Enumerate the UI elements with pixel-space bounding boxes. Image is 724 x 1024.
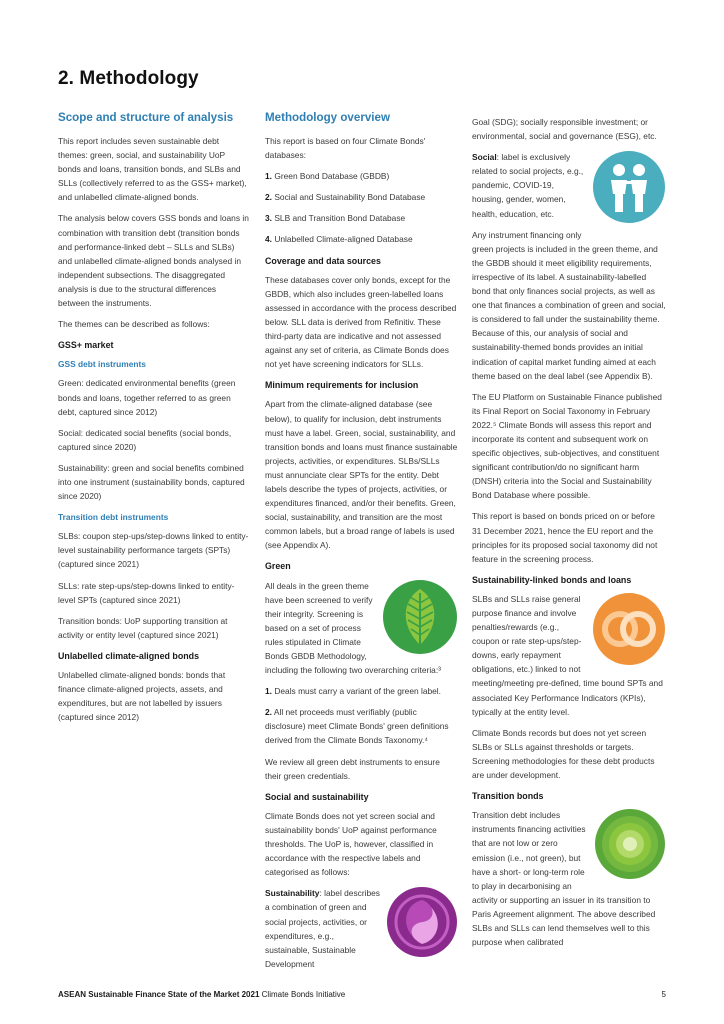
column-themes <box>472 115 666 956</box>
sll-definition: SLLs: rate step-ups/step-downs linked to entity-level SPTs (captured since 2021) <box>58 580 235 605</box>
transition-bonds-heading: Transition bonds <box>472 791 544 802</box>
social-sustainability-text: Climate Bonds does not yet screen social and sustainability bonds' UoP against performance thresholds. The UoP is, however, classified in accordance with the respective labels and categorised as follows: <box>265 810 437 878</box>
footer-brand: ASEAN Sustainable Finance State of the Market 2021 <box>58 990 260 999</box>
unlabelled-heading: Unlabelled climate-aligned bonds <box>58 650 200 661</box>
transition-text: Transition debt includes instruments financing activities that are not low or zero emission (i.e., not green), but have a short- or long-term role to play in decarbonising an activity or supporting an issuer in its transition to Paris Agreement alignment. The above described SLBs and SLLs can lend themselves well to this purpose when calibrated <box>472 810 656 948</box>
unlabelled-definition: Unlabelled climate-aligned bonds: bonds that finance climate-aligned projects, assets, and expenditures, but are not labelled by issuers (captured since 2012) <box>58 670 226 723</box>
green-definition: Green: dedicated environmental benefits (green bonds and loans, together referred to as green debt, captured since 2012) <box>58 378 236 417</box>
database-item-1: 1. Green Bond Database (GBDB) <box>265 171 390 182</box>
instrument-text: Any instrument financing only green projects is included in the green theme, and the GBDB should it meet eligibility requirements, irrespective of its label. A sustainability-labelled bond that only finances social projects, as well as one that finances a combination of green and social, is considered to fall under the sustainability theme. Because of this, our analysis of social and sustainability-themed bonds provides an initial indication of capital market funding aimed at each theme based on the deal label (see Appendix B). <box>472 229 666 381</box>
footer <box>58 990 666 999</box>
minimum-requirements-text: Apart from the climate-aligned database (see below), to qualify for inclusion, debt instruments must have a label. Green, social, sustainability, and transition bonds and loans must finance sustainable projects, activities, or expenditures. SLBs/SLLs must annunciate clear SPTs for the entity. Debt labels describe the types of projects, activities, or expenditures financed, and/or their benefits. Green, social, sustainability, and transition are the most common labels, but a broad range of labels is used (see Appendix A). <box>265 399 458 551</box>
concentric-circles-icon <box>594 808 666 880</box>
criterion-2: 2. All net proceeds must verifiably (public disclosure) meet Climate Bonds' green definitions derived from the Climate Bonds Taxonomy.⁴ <box>265 707 449 746</box>
green-text: All deals in the green theme have been screened to verify their integrity. Screening is based on a set of process rules stipulated in Climate Bonds GBDB Methodology, including the following two overarching criteria:³ <box>265 580 441 676</box>
database-item-4: 4. Unlabelled Climate-aligned Database <box>265 234 413 245</box>
methodology-heading: Methodology overview <box>265 111 390 124</box>
coverage-text: These databases cover only bonds, except for the GBDB, which also includes green-labelled loans assessed in accordance with the process described below. SLL data is derived from Refinitiv. These third-party data are indicative and not assessed against any set of criteria, as Climate Bonds does not yet have screening indicators for SLLs. <box>265 274 457 370</box>
continued-text: Goal (SDG); socially responsible investment; or environmental, social and governance (ESG), etc. <box>472 117 657 142</box>
social-sustainability-heading: Social and sustainability <box>265 791 369 802</box>
minimum-requirements-heading: Minimum requirements for inclusion <box>265 380 419 391</box>
social-definition: Social: dedicated social benefits (social bonds, captured since 2020) <box>58 427 232 452</box>
slb-heading: Sustainability-linked bonds and loans <box>472 574 632 585</box>
methodology-intro: This report is based on four Climate Bonds' databases: <box>265 136 426 161</box>
page-title: 2. Methodology <box>58 68 199 89</box>
records-text: Climate Bonds records but does not yet screen SLBs or SLLs against thresholds or targets. Screening methodologies for these debt products are under development. <box>472 727 655 781</box>
transition-bond-definition: Transition bonds: UoP supporting transition at activity or entity level (captured since 2021) <box>58 615 228 640</box>
linked-rings-icon <box>592 592 666 666</box>
database-item-3: 3. SLB and Transition Bond Database <box>265 213 406 224</box>
scope-paragraph-2: The analysis below covers GSS bonds and loans in combination with transition debt (transition bonds and performance-linked debt – SLLs and SLBs) and unlabelled climate-aligned bonds analysed in independent subsections. The disaggregated analysis is due to the structural differences between the instruments. <box>58 213 249 309</box>
gss-market-heading: GSS+ market <box>58 340 114 351</box>
column-methodology <box>265 110 458 978</box>
slb-definition: SLBs: coupon step-ups/step-downs linked to entity-level sustainability performance targets (SPTs) (captured since 2021) <box>58 531 249 570</box>
sustainability-icon <box>386 886 458 958</box>
slb-text: SLBs and SLLs raise general purpose finance and involve penalties/rewards (e.g., coupon or rate step-ups/step-downs, early repayment obligations, etc.) linked to not meeting/meeting pre-defined, time bound SPTs and associated Key Performance Indicators (KPIs), typically at the entity level. <box>472 593 663 717</box>
green-leaf-icon <box>382 579 458 655</box>
social-people-icon <box>592 150 666 224</box>
transition-debt-heading: Transition debt instruments <box>58 512 169 523</box>
column-scope <box>58 110 250 731</box>
sustainability-definition: Sustainability: green and social benefits combined into one instrument (sustainability bonds, captured since 2020) <box>58 462 245 502</box>
scope-paragraph-3: The themes can be described as follows: <box>58 319 210 330</box>
criterion-1: 1. Deals must carry a variant of the green label. <box>265 686 441 697</box>
page-number: 5 <box>661 990 666 999</box>
coverage-heading: Coverage and data sources <box>265 255 381 266</box>
social-definition-text: Social: label is exclusively related to social projects, e.g., pandemic, COVID-19, housing, gender, women, health, education, etc. <box>472 152 584 219</box>
priced-text: This report is based on bonds priced on or before 31 December 2021, hence the EU report and the principles for its proposed social taxonomy did not feature in the screening process. <box>472 511 658 564</box>
green-heading: Green <box>265 561 291 572</box>
gss-debt-heading: GSS debt instruments <box>58 359 146 370</box>
eu-platform-text: The EU Platform on Sustainable Finance published its Final Report on Social Taxonomy in February 2022.⁵ Climate Bonds will assess this report and incorporate its content and subsequent work on specific objectives, sub-objectives, and constituent significant contribution/do no significant harm (DNSH) criteria into the Social and Sustainability Bond Database where possible. <box>472 391 662 501</box>
scope-heading: Scope and structure of analysis <box>58 111 234 124</box>
sustainability-definition-text: Sustainability: label describes a combination of green and social projects, activities, or expenditures, e.g., sustainable, Sustainable Development <box>265 888 380 969</box>
scope-paragraph-1: This report includes seven sustainable debt themes: green, social, and sustainability UoP bonds and loans, transition bonds, and SLBs and SLLs (collectively referred to as the GSS+ market), and unlabelled climate-aligned bonds. <box>58 136 247 203</box>
review-text: We review all green debt instruments to ensure their green credentials. <box>265 756 440 781</box>
database-item-2: 2. Social and Sustainability Bond Database <box>265 192 426 203</box>
footer-org: Climate Bonds Initiative <box>261 990 346 999</box>
